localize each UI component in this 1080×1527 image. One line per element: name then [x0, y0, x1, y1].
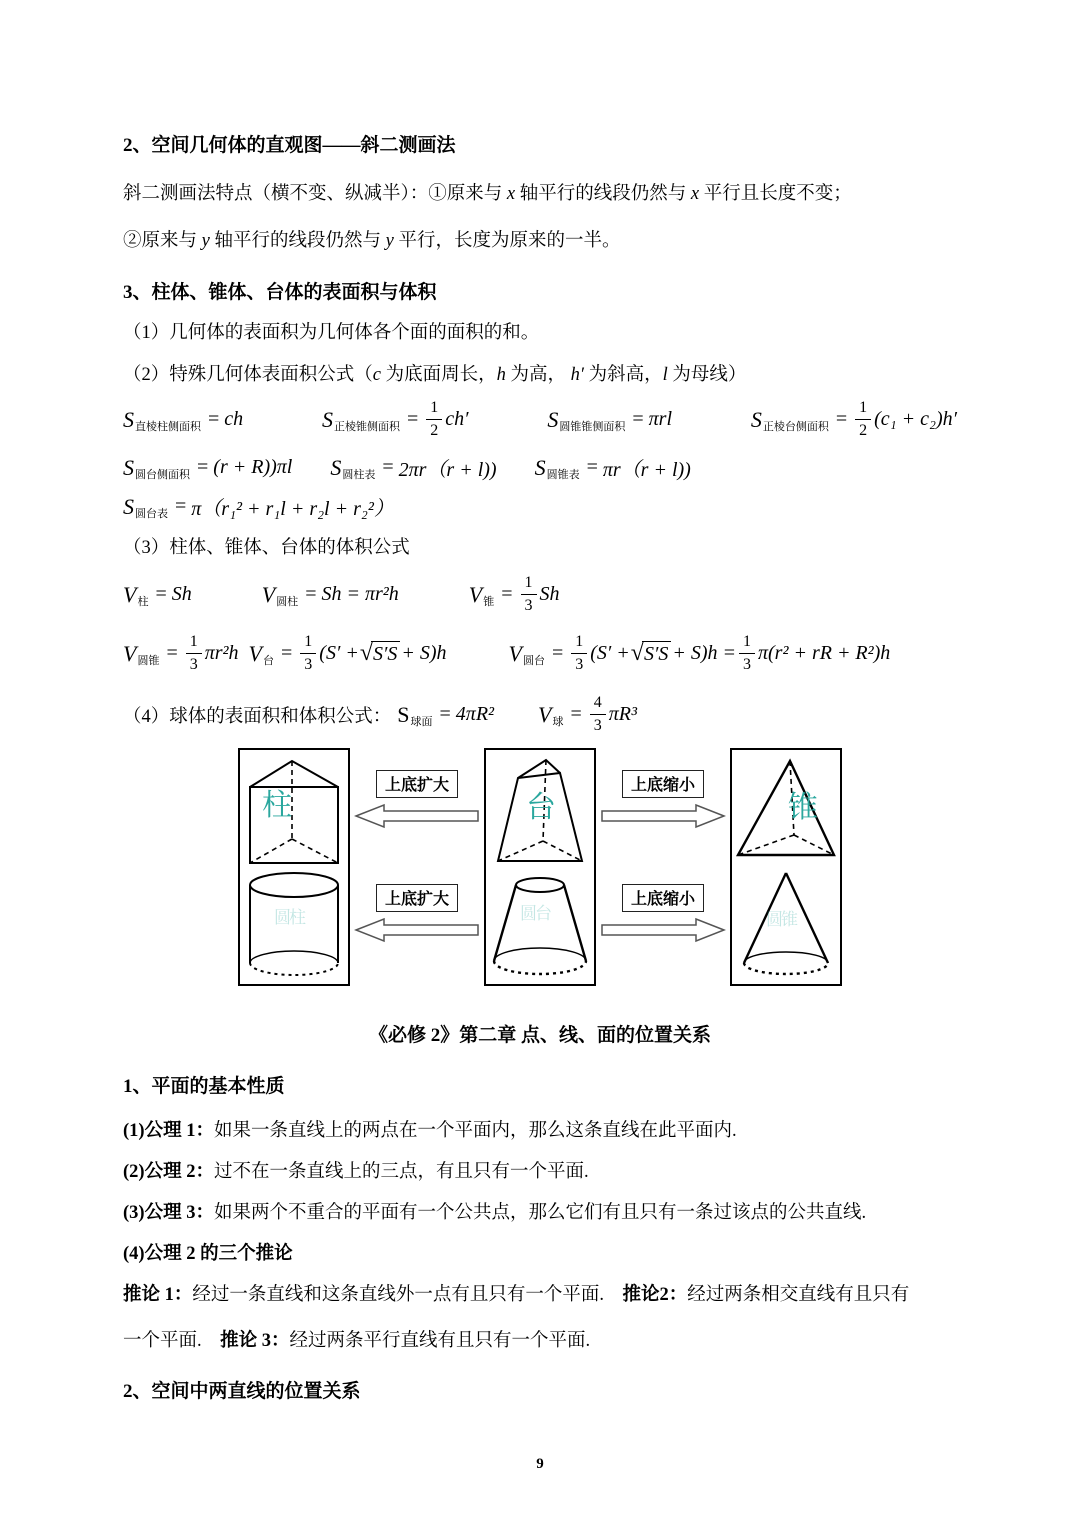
- corollary-label: 推论 3：: [220, 1331, 290, 1351]
- shrink-arrow-group-top: [598, 770, 728, 830]
- axiom-text: 过不在一条直线上的三点，有且只有一个平面.: [213, 1162, 589, 1182]
- frustum-label: 台: [526, 791, 556, 824]
- expand-arrow-group-bottom: [352, 884, 482, 944]
- equals: =: [281, 642, 293, 664]
- axiom-1: [123, 1120, 957, 1142]
- formula-body: ch′: [445, 408, 469, 430]
- square-root: √ S′S: [631, 641, 672, 666]
- oblique-drawing-rule-1: [123, 183, 957, 205]
- var-c: c: [372, 365, 381, 385]
- prism-figure: [240, 753, 348, 865]
- text-run: 为母线）: [667, 365, 747, 385]
- formula-symbol: V: [248, 640, 262, 666]
- fraction: $\frac{4}{3}$: [590, 695, 606, 734]
- formula-body: 2πr（r + l)): [398, 459, 497, 481]
- page-number: 9: [536, 1456, 544, 1472]
- formula-cone-frustum-lateral: [123, 456, 292, 479]
- formula-volume-cone: [123, 634, 239, 673]
- formula-subscript: 圆锥表: [546, 468, 580, 481]
- formula-body: (S′ +: [319, 642, 359, 664]
- axiom-label: (1)公理 1：: [123, 1121, 214, 1141]
- formula-cone-lateral: [547, 408, 672, 431]
- equals: =: [175, 495, 187, 517]
- cylinder-cell: [240, 867, 348, 981]
- square-root: √ S′S: [360, 641, 401, 666]
- formula-volume-prism: [123, 583, 192, 606]
- item-2: [123, 364, 957, 386]
- text-run: 为底面周长，: [380, 365, 497, 385]
- text-run: ②原来与: [123, 231, 202, 251]
- surface-area-formula-row-3: [123, 492, 957, 521]
- formula-subscript: 球面: [410, 715, 433, 728]
- prism-cylinder-box: [238, 748, 350, 986]
- formula-symbol: S: [123, 406, 134, 432]
- var-y: y: [201, 231, 210, 251]
- equals: =: [407, 408, 419, 430]
- formula-body: + S)h =: [672, 642, 736, 664]
- frustum-cell: [486, 753, 594, 867]
- formula-subscript: 台: [263, 654, 274, 667]
- corollary-line-1: [123, 1284, 957, 1306]
- cone-frustum-label: 圆台: [520, 904, 550, 923]
- formula-cone-frustum-total: [123, 492, 394, 521]
- formula-body: πr（r + l)): [602, 459, 691, 481]
- equals: =: [439, 703, 451, 725]
- cone-cell: [732, 867, 840, 981]
- shrink-label: 上底缩小: [622, 770, 704, 798]
- section-3-title: 3、柱体、锥体、台体的表面积与体积: [123, 282, 437, 303]
- corollary-line-2: [123, 1330, 957, 1352]
- formula-symbol: S: [547, 406, 559, 432]
- expand-label: 上底扩大: [376, 884, 458, 912]
- equals: =: [208, 408, 220, 430]
- formula-body: (c₁ + c₂)h′: [874, 408, 957, 430]
- right-arrow-icon: [600, 802, 726, 830]
- item-4-label: （4）球体的表面积和体积公式：: [123, 706, 392, 727]
- right-arrow-column: [596, 748, 730, 986]
- cylinder-label: 圆柱: [274, 908, 304, 927]
- formula-body: 4πR²: [455, 703, 495, 725]
- surface-area-formula-row-1: [123, 400, 957, 439]
- formula-sphere-surface: [397, 703, 494, 726]
- equals: =: [382, 456, 394, 478]
- corollary-text: 一个平面.: [123, 1331, 221, 1351]
- formula-symbol: S: [330, 454, 342, 480]
- formula-symbol: S: [123, 454, 134, 480]
- text-run: 平行，长度为原来的一半。: [393, 231, 621, 251]
- text-run: 为斜高，: [583, 365, 663, 385]
- left-arrow-icon: [354, 916, 480, 944]
- solids-relationship-diagram: [123, 748, 957, 986]
- formula-pyramid-lateral: [322, 400, 469, 439]
- expand-label: 上底扩大: [376, 770, 458, 798]
- formula-body: + S)h: [401, 642, 447, 664]
- fraction: $\frac{1}{3}$: [521, 575, 537, 614]
- formula-symbol: V: [468, 581, 483, 607]
- var-h-prime: h′: [570, 365, 584, 385]
- formula-symbol: V: [508, 640, 522, 666]
- item-4-sphere: [123, 695, 957, 734]
- formula-symbol: S: [123, 493, 134, 519]
- equals: =: [305, 583, 317, 605]
- equals: =: [835, 408, 848, 430]
- surface-area-formula-row-2: [123, 453, 957, 482]
- formula-subscript: 直棱柱侧面积: [135, 420, 201, 433]
- formula-body: ch: [224, 408, 244, 430]
- volume-formula-row-1: [123, 575, 957, 614]
- formula-volume-pyramid: [469, 575, 560, 614]
- pyramid-label: 锥: [788, 791, 818, 824]
- left-arrow-icon: [354, 802, 480, 830]
- formula-cylinder-total: [330, 453, 496, 482]
- axiom-text: 如果两个不重合的平面有一个公共点，那么它们有且只有一条过该点的公共直线.: [213, 1203, 867, 1223]
- fraction: $\frac{1}{3}$: [300, 634, 316, 673]
- frustum-box: [484, 748, 596, 986]
- equals: =: [155, 583, 167, 605]
- formula-body: π（r₁² + r₁l + r₂l + r₂²）: [191, 498, 394, 520]
- formula-subscript: 圆锥锥侧面积: [559, 420, 626, 433]
- text-run: （2）特殊几何体表面积公式（: [123, 365, 373, 385]
- formula-volume-frustum: [249, 634, 447, 673]
- formula-subscript: 圆台表: [135, 507, 168, 520]
- formula-subscript: 正棱台侧面积: [762, 420, 829, 433]
- equals: =: [632, 408, 644, 430]
- formula-body: πR³: [608, 703, 637, 725]
- formula-subscript: 球: [552, 715, 564, 728]
- plane-properties-title: 1、平面的基本性质: [123, 1076, 285, 1097]
- formula-cone-total: [535, 453, 691, 482]
- formula-symbol: S: [750, 406, 762, 432]
- formula-subscript: 圆锥: [137, 654, 160, 667]
- shrink-arrow-group-bottom: [598, 884, 728, 944]
- formula-body: (r + R))πl: [213, 456, 293, 478]
- prism-label: 柱: [262, 789, 292, 822]
- formula-symbol: V: [538, 701, 552, 727]
- right-arrow-icon: [600, 916, 726, 944]
- equals: =: [166, 642, 178, 664]
- formula-symbol: V: [261, 581, 276, 607]
- formula-body: Sh: [171, 583, 192, 605]
- cone-frustum-cell: [486, 867, 594, 981]
- formula-subscript: 圆柱: [276, 595, 299, 608]
- volume-formula-row-2: [123, 634, 957, 673]
- formula-symbol: V: [123, 581, 137, 607]
- formula-volume-cylinder: [262, 583, 399, 606]
- formula-subscript: 圆柱表: [342, 468, 376, 481]
- var-y: y: [385, 231, 394, 251]
- fraction: $\frac{1}{3}$: [739, 634, 755, 673]
- formula-body: πrl: [648, 408, 673, 430]
- equals: =: [197, 456, 209, 478]
- axiom-label: (3)公理 3：: [123, 1203, 214, 1223]
- formula-body: πr²h: [204, 642, 239, 664]
- text-run: 轴平行的线段仍然与: [515, 184, 691, 204]
- cone-label: 圆锥: [766, 910, 796, 929]
- formula-subscript: 圆台侧面积: [135, 468, 190, 481]
- pyramid-cell: [732, 753, 840, 867]
- section-lines-title: 2、空间中两直线的位置关系: [123, 1381, 361, 1402]
- formula-body: π(r² + rR + R²)h: [757, 642, 891, 664]
- axiom-3: [123, 1202, 957, 1224]
- pyramid-figure: [732, 753, 840, 865]
- axiom-label: (2)公理 2：: [123, 1162, 214, 1182]
- axiom-text: 如果一条直线上的两点在一个平面内，那么这条直线在此平面内.: [213, 1121, 737, 1141]
- equals: =: [551, 642, 564, 664]
- cone-frustum-figure: [486, 867, 594, 979]
- text-run: 轴平行的线段仍然与: [209, 231, 386, 251]
- var-x: x: [690, 184, 700, 204]
- chapter-2-title: 《必修 2》第二章 点、线、面的位置关系: [368, 1025, 711, 1046]
- formula-subscript: 柱: [137, 595, 149, 608]
- fraction: $\frac{1}{3}$: [186, 634, 202, 673]
- corollary-label: 推论2：: [622, 1285, 688, 1305]
- expand-arrow-group-top: [352, 770, 482, 830]
- formula-symbol: S: [322, 406, 333, 432]
- formula-subscript: 锥: [483, 595, 495, 608]
- corollary-text: 经过一条直线和这条直线外一点有且只有一个平面.: [192, 1285, 623, 1305]
- formula-symbol: S: [397, 701, 410, 727]
- item-1: （1）几何体的表面积为几何体各个面的面积的和。: [123, 323, 540, 343]
- formula-prism-lateral: [123, 408, 243, 431]
- pyramid-cone-box: [730, 748, 842, 986]
- equals: =: [586, 456, 598, 478]
- axiom-2: [123, 1161, 957, 1183]
- shrink-label: 上底缩小: [622, 884, 704, 912]
- var-l: l: [662, 365, 668, 385]
- formula-symbol: V: [123, 640, 137, 666]
- prism-cell: [240, 753, 348, 867]
- corollary-text: 经过两条平行直线有且只有一个平面.: [289, 1331, 591, 1351]
- var-x: x: [506, 184, 516, 204]
- equals: =: [570, 703, 582, 725]
- formula-body: (S′ +: [590, 642, 630, 664]
- fraction: $\frac{1}{3}$: [571, 634, 587, 673]
- fraction: $\frac{1}{2}$: [426, 400, 442, 439]
- section-2-title: 2、空间几何体的直观图——斜二测画法: [123, 135, 456, 156]
- axiom-4-title: (4)公理 2 的三个推论: [123, 1244, 293, 1264]
- formula-symbol: S: [534, 454, 546, 480]
- text-run: 斜二测画法特点（横不变、纵减半）：①原来与: [123, 184, 507, 204]
- var-h: h: [496, 365, 506, 385]
- formula-subscript: 圆台: [522, 654, 545, 667]
- oblique-drawing-rule-2: [123, 230, 957, 252]
- formula-body: Sh: [539, 583, 560, 605]
- formula-frustum-lateral: [751, 400, 957, 439]
- fraction: $\frac{1}{2}$: [855, 400, 871, 439]
- equals: =: [501, 583, 513, 605]
- formula-body: Sh = πr²h: [321, 583, 399, 605]
- text-run: 平行且长度不变；: [699, 184, 852, 204]
- corollary-label: 推论 1：: [123, 1285, 193, 1305]
- left-arrow-column: [350, 748, 484, 986]
- formula-subscript: 正棱锥侧面积: [334, 420, 400, 433]
- formula-sphere-volume: [538, 695, 637, 734]
- text-run: 为高，: [505, 365, 571, 385]
- corollary-text: 经过两条相交直线有且只有: [687, 1285, 910, 1305]
- item-3: （3）柱体、锥体、台体的体积公式: [123, 538, 410, 558]
- formula-volume-cone-frustum: [509, 634, 891, 673]
